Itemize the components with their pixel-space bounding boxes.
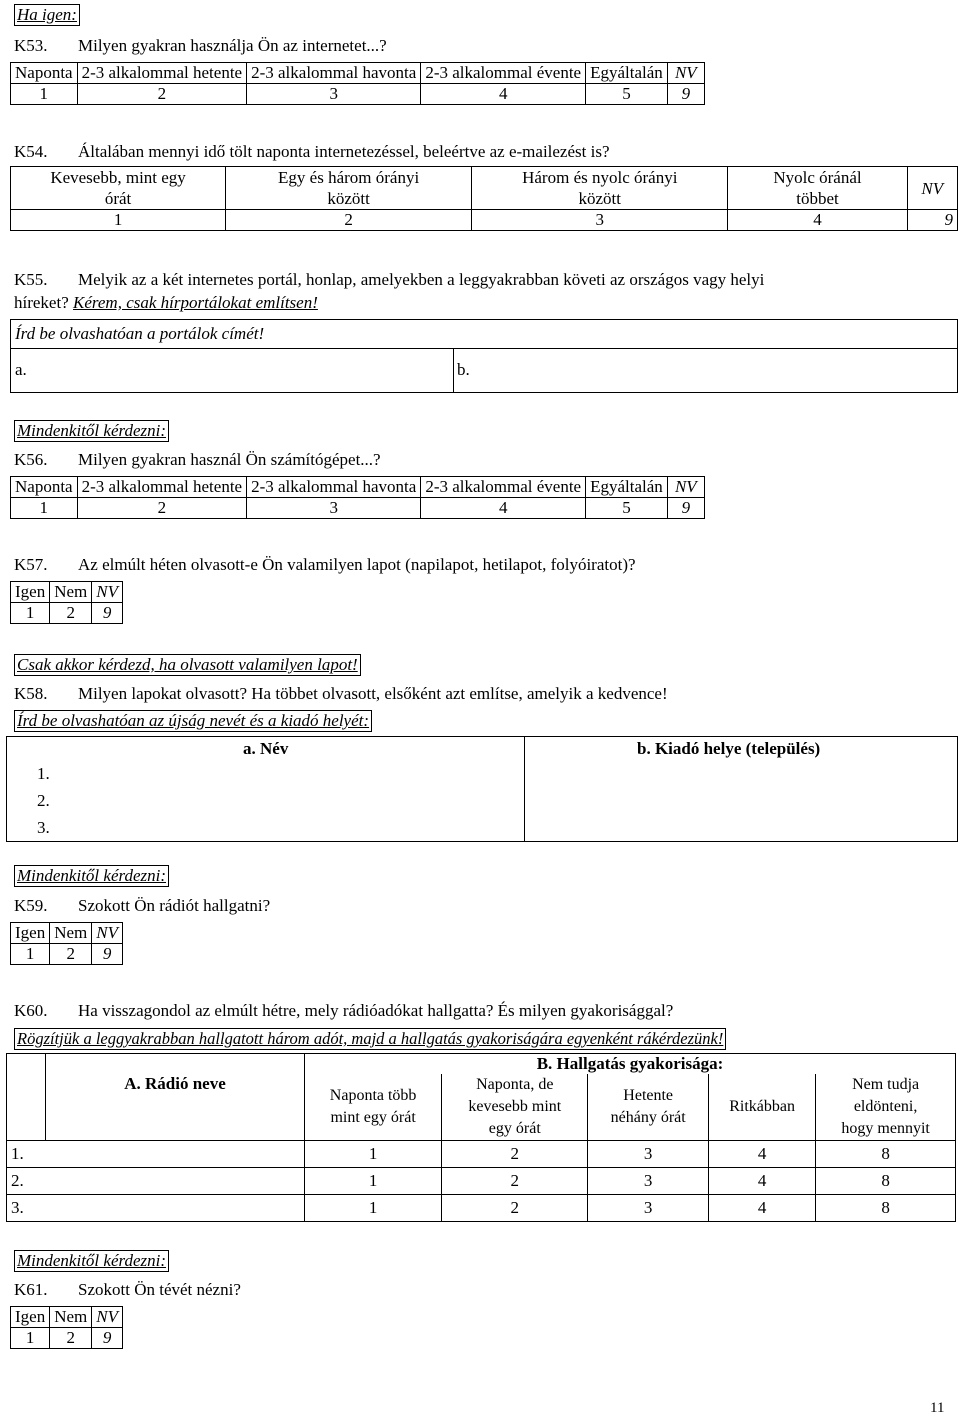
k57-option-nem[interactable]: Nem bbox=[50, 582, 92, 603]
k58-row-label[interactable]: 3. bbox=[37, 818, 50, 837]
k56-number: K56. bbox=[14, 450, 48, 469]
k59-number: K59. bbox=[14, 896, 48, 915]
k60-code[interactable]: 3 bbox=[588, 1168, 709, 1195]
k60-question bbox=[14, 1001, 673, 1021]
mindenkitol-label: Mindenkitől kérdezni: bbox=[14, 1250, 169, 1272]
k57-option-nv[interactable]: NV bbox=[92, 582, 123, 603]
k53-option[interactable]: 2-3 alkalommal havonta bbox=[247, 63, 421, 84]
k60-instruction: Rögzítjük a leggyakrabban hallgatott három adót, majd a hallgatás gyakoriságára egyenként rákérdezünk! bbox=[14, 1028, 726, 1050]
ha-igen-label: Ha igen: bbox=[14, 4, 80, 26]
k55-instruction-italic: Kérem, csak hírportálokat említsen! bbox=[73, 293, 318, 312]
k58-number: K58. bbox=[14, 684, 48, 703]
k56-option-nv[interactable]: NV bbox=[667, 477, 704, 498]
k53-number: K53. bbox=[14, 36, 48, 55]
k55-text-1: Melyik az a két internetes portál, honlap, amelyekben a leggyakrabban követi az országos vagy helyi bbox=[78, 270, 765, 289]
k60-code[interactable]: 3 bbox=[588, 1141, 709, 1168]
k60-answer-table bbox=[6, 1053, 956, 1222]
k56-option[interactable]: 2-3 alkalommal havonta bbox=[247, 477, 421, 498]
k58-col-nev: a. Név bbox=[243, 739, 289, 758]
k53-code: 5 bbox=[586, 84, 668, 105]
k58-row-label[interactable]: 1. bbox=[37, 764, 50, 783]
k56-options-table bbox=[10, 476, 705, 519]
k61-code: 1 bbox=[11, 1328, 50, 1349]
mindenkitol-label: Mindenkitől kérdezni: bbox=[14, 420, 169, 442]
k53-code: 4 bbox=[421, 84, 586, 105]
k53-code: 9 bbox=[667, 84, 704, 105]
k59-text: Szokott Ön rádiót hallgatni? bbox=[78, 896, 271, 915]
k60-text: Ha visszagondol az elmúlt hétre, mely rádióadókat hallgatta? És milyen gyakorisággal? bbox=[78, 1001, 674, 1020]
k54-text: Általában mennyi idő tölt naponta internetezéssel, beleértve az e-mailezést is? bbox=[78, 142, 610, 161]
k58-text: Milyen lapokat olvasott? Ha többet olvasott, elsőként azt említse, amelyik a kedvence! bbox=[78, 684, 668, 703]
k60-code[interactable]: 4 bbox=[708, 1195, 815, 1222]
k55-answer-box bbox=[10, 319, 958, 393]
k55-question-line1 bbox=[14, 270, 764, 290]
k54-option-2[interactable]: Egy és három órányi között bbox=[226, 167, 472, 210]
k59-code: 1 bbox=[11, 944, 50, 965]
k60-code[interactable]: 2 bbox=[442, 1141, 588, 1168]
csak-akkor-label: Csak akkor kérdezd, ha olvasott valamilyen lapot! bbox=[14, 654, 361, 676]
page-number: 11 bbox=[930, 1400, 945, 1416]
k55-question-line2 bbox=[14, 293, 318, 313]
k59-question bbox=[14, 896, 270, 916]
k56-code: 9 bbox=[667, 498, 704, 519]
k54-option-1[interactable]: Kevesebb, mint egy órát bbox=[11, 167, 226, 210]
k54-code: 3 bbox=[472, 210, 728, 231]
k56-option[interactable]: 2-3 alkalommal évente bbox=[421, 477, 586, 498]
k61-options-table bbox=[10, 1306, 123, 1349]
k60-code[interactable]: 4 bbox=[708, 1141, 815, 1168]
k54-options-table bbox=[10, 166, 958, 231]
k55-number: K55. bbox=[14, 270, 48, 289]
k59-code: 9 bbox=[92, 944, 123, 965]
k54-option-4[interactable]: Nyolc óránál többet bbox=[728, 167, 907, 210]
k60-code[interactable]: 1 bbox=[305, 1141, 442, 1168]
k60-number: K60. bbox=[14, 1001, 48, 1020]
k53-option[interactable]: 2-3 alkalommal évente bbox=[421, 63, 586, 84]
k57-code: 1 bbox=[11, 603, 50, 624]
k61-option-igen[interactable]: Igen bbox=[11, 1307, 50, 1328]
k60-col-radio: A. Rádió neve bbox=[46, 1054, 305, 1141]
k53-text: Milyen gyakran használja Ön az internetet...? bbox=[78, 36, 387, 55]
k59-code: 2 bbox=[50, 944, 92, 965]
k56-code: 4 bbox=[421, 498, 586, 519]
k60-freq-option[interactable]: Nem tudja eldönteni, hogy mennyit bbox=[816, 1074, 956, 1141]
k61-option-nem[interactable]: Nem bbox=[50, 1307, 92, 1328]
k57-question bbox=[14, 555, 636, 575]
k54-code: 1 bbox=[11, 210, 226, 231]
k56-text: Milyen gyakran használ Ön számítógépet...? bbox=[78, 450, 381, 469]
k60-code[interactable]: 3 bbox=[588, 1195, 709, 1222]
k53-code: 3 bbox=[247, 84, 421, 105]
k55-answer-a[interactable]: a. bbox=[15, 360, 27, 379]
k58-answer-table bbox=[6, 736, 958, 842]
k59-option-nem[interactable]: Nem bbox=[50, 923, 92, 944]
k55-instruction: Írd be olvashatóan a portálok címét! bbox=[15, 324, 265, 343]
k56-code: 2 bbox=[77, 498, 247, 519]
k55-text-2: híreket? bbox=[14, 293, 69, 312]
k54-code: 9 bbox=[907, 210, 957, 231]
k57-code: 2 bbox=[50, 603, 92, 624]
k61-code: 9 bbox=[92, 1328, 123, 1349]
k60-code[interactable]: 1 bbox=[305, 1195, 442, 1222]
k53-option[interactable]: Egyáltalán bbox=[586, 63, 668, 84]
k59-options-table bbox=[10, 922, 123, 965]
k54-option-nv[interactable]: NV bbox=[907, 167, 957, 210]
k60-code[interactable]: 2 bbox=[442, 1168, 588, 1195]
k60-code[interactable]: 1 bbox=[305, 1168, 442, 1195]
k56-code: 3 bbox=[247, 498, 421, 519]
k53-code: 1 bbox=[11, 84, 78, 105]
k60-code[interactable]: 2 bbox=[442, 1195, 588, 1222]
k60-col-freq: B. Hallgatás gyakorisága: bbox=[305, 1054, 956, 1075]
mindenkitol-label: Mindenkitől kérdezni: bbox=[14, 865, 169, 887]
k57-code: 9 bbox=[92, 603, 123, 624]
k60-code[interactable]: 8 bbox=[816, 1141, 956, 1168]
k56-code: 1 bbox=[11, 498, 78, 519]
k60-row-label[interactable]: 2. bbox=[7, 1168, 305, 1195]
k60-row-label[interactable]: 1. bbox=[7, 1141, 305, 1168]
k56-question bbox=[14, 450, 381, 470]
k58-question bbox=[14, 684, 668, 704]
k57-options-table bbox=[10, 581, 123, 624]
k54-code: 2 bbox=[226, 210, 472, 231]
k58-row-label[interactable]: 2. bbox=[37, 791, 50, 810]
k58-col-kiado: b. Kiadó helye (település) bbox=[637, 739, 821, 758]
k57-number: K57. bbox=[14, 555, 48, 574]
k60-freq-option[interactable]: Hetente néhány órát bbox=[588, 1074, 709, 1141]
k53-option[interactable]: Naponta bbox=[11, 63, 78, 84]
k57-option-igen[interactable]: Igen bbox=[11, 582, 50, 603]
k61-text: Szokott Ön tévét nézni? bbox=[78, 1280, 241, 1299]
k57-text: Az elmúlt héten olvasott-e Ön valamilyen lapot (napilapot, hetilapot, folyóiratot)? bbox=[78, 555, 636, 574]
k54-code: 4 bbox=[728, 210, 907, 231]
k60-code[interactable]: 8 bbox=[816, 1168, 956, 1195]
k56-option[interactable]: Egyáltalán bbox=[586, 477, 668, 498]
k54-question bbox=[14, 142, 610, 162]
k61-question bbox=[14, 1280, 241, 1300]
k53-options-table bbox=[10, 62, 705, 105]
k60-freq-option[interactable]: Naponta több mint egy órát bbox=[305, 1074, 442, 1141]
k60-freq-option[interactable]: Ritkábban bbox=[708, 1074, 815, 1141]
k53-question bbox=[14, 36, 387, 56]
k53-option-nv[interactable]: NV bbox=[667, 63, 704, 84]
k60-row-label[interactable]: 3. bbox=[7, 1195, 305, 1222]
k53-code: 2 bbox=[77, 84, 247, 105]
k53-option[interactable]: 2-3 alkalommal hetente bbox=[77, 63, 247, 84]
k61-number: K61. bbox=[14, 1280, 48, 1299]
k60-code[interactable]: 8 bbox=[816, 1195, 956, 1222]
k59-option-igen[interactable]: Igen bbox=[11, 923, 50, 944]
k56-option[interactable]: 2-3 alkalommal hetente bbox=[77, 477, 247, 498]
k56-code: 5 bbox=[586, 498, 668, 519]
k55-answer-b[interactable]: b. bbox=[457, 360, 470, 379]
k56-option[interactable]: Naponta bbox=[11, 477, 78, 498]
k58-instruction: Írd be olvashatóan az újság nevét és a kiadó helyét: bbox=[14, 710, 372, 732]
k61-code: 2 bbox=[50, 1328, 92, 1349]
k54-number: K54. bbox=[14, 142, 48, 161]
k60-code[interactable]: 4 bbox=[708, 1168, 815, 1195]
k61-option-nv[interactable]: NV bbox=[92, 1307, 123, 1328]
k60-freq-option[interactable]: Naponta, de kevesebb mint egy órát bbox=[442, 1074, 588, 1141]
k54-option-3[interactable]: Három és nyolc órányi között bbox=[472, 167, 728, 210]
k59-option-nv[interactable]: NV bbox=[92, 923, 123, 944]
